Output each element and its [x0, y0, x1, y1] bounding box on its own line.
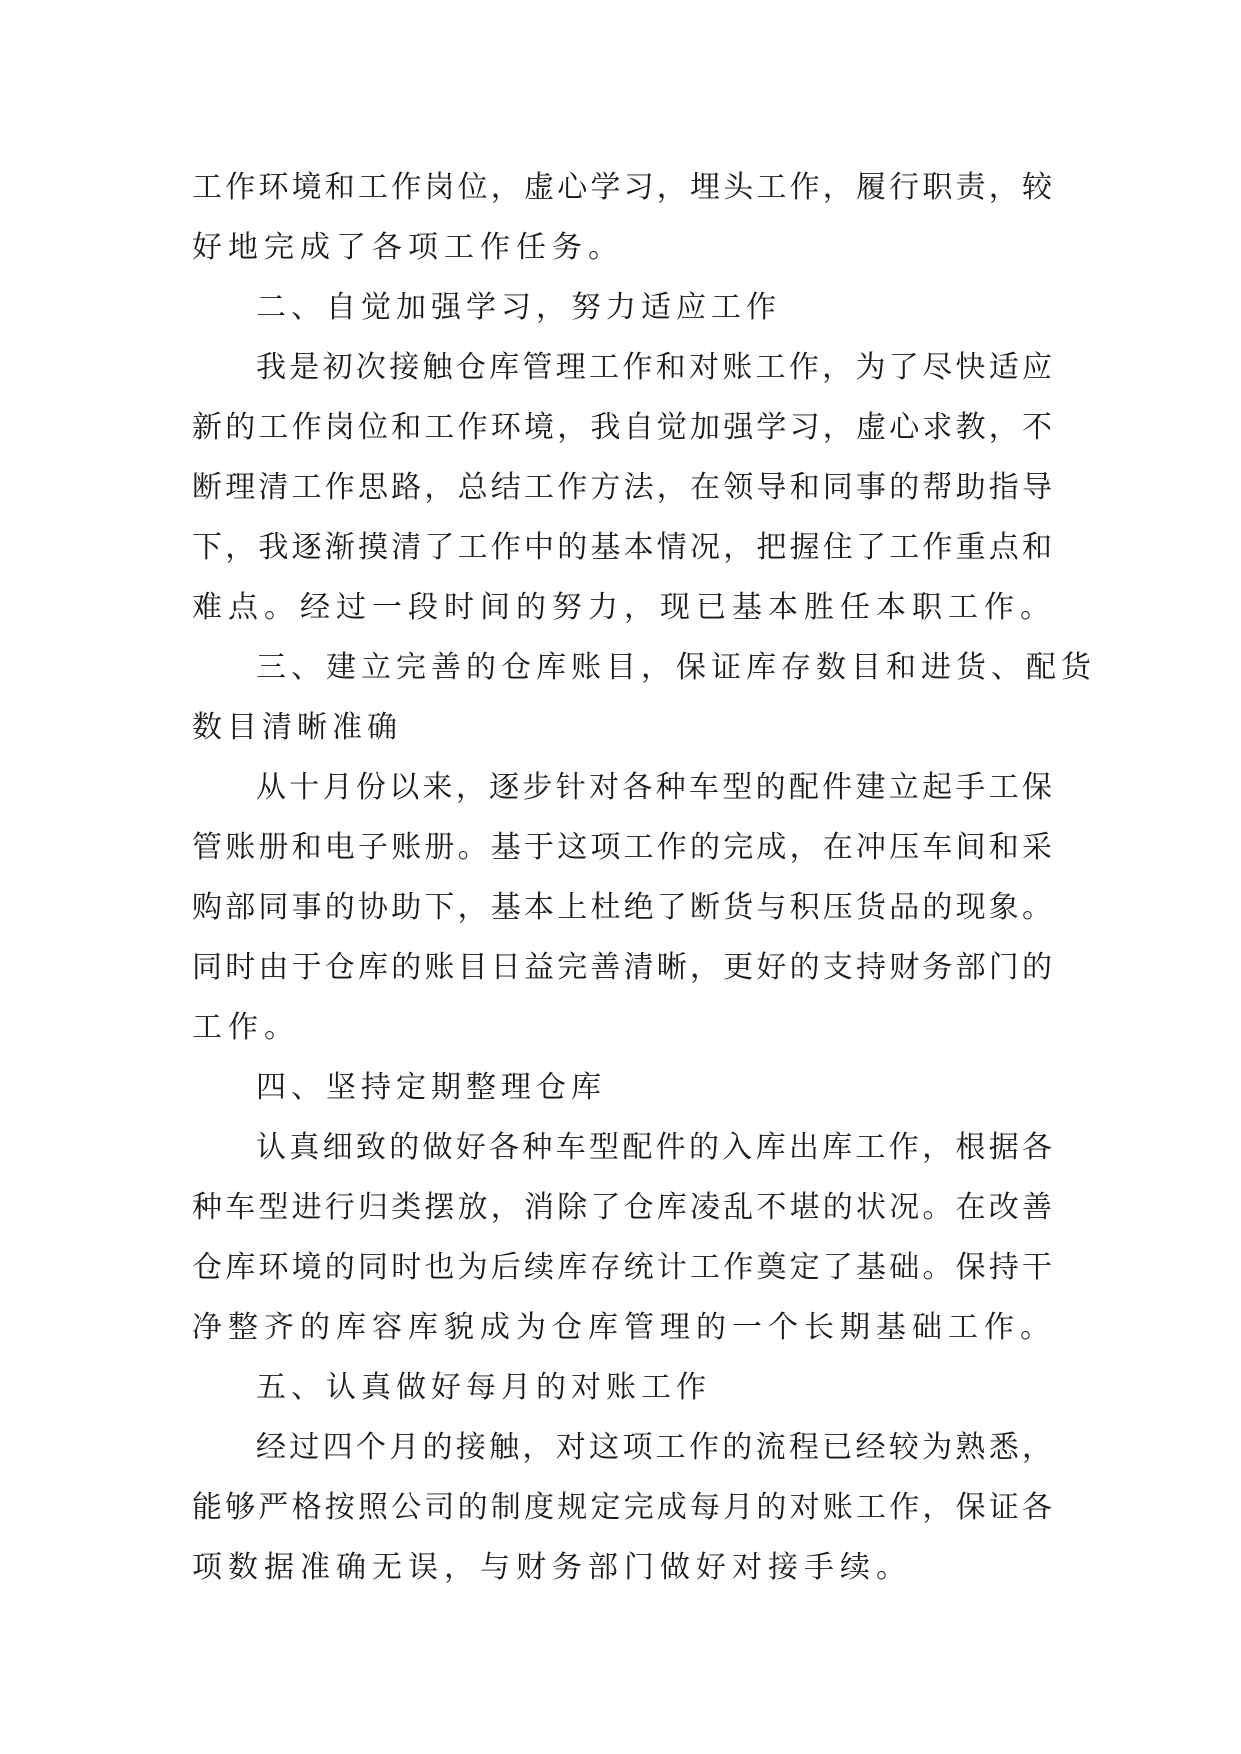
paragraph-line: 项数据准确无误，与财务部门做好对接手续。 [192, 1550, 912, 1585]
paragraph-line: 管账册和电子账册。基于这项工作的完成，在冲压车间和采 [192, 830, 1052, 865]
paragraph-line: 断理清工作思路，总结工作方法，在领导和同事的帮助指导 [192, 470, 1052, 505]
section-heading-line: 三、建立完善的仓库账目，保证库存数目和进货、配货 [256, 650, 1096, 685]
paragraph-line: 能够严格按照公司的制度规定完成每月的对账工作，保证各 [192, 1490, 1052, 1525]
paragraph-line: 工作。 [192, 1010, 300, 1045]
document-body [192, 158, 1096, 1598]
paragraph-line: 净整齐的库容库貌成为仓库管理的一个长期基础工作。 [192, 1310, 1056, 1345]
section-heading-line: 数目清晰准确 [192, 710, 402, 745]
paragraph-line: 经过四个月的接触，对这项工作的流程已经较为熟悉， [256, 1430, 1052, 1465]
paragraph-line: 仓库环境的同时也为后续库存统计工作奠定了基础。保持干 [192, 1250, 1052, 1285]
section-heading-line: 二、自觉加强学习，努力适应工作 [256, 290, 781, 325]
paragraph-line: 下，我逐渐摸清了工作中的基本情况，把握住了工作重点和 [192, 530, 1052, 565]
paragraph-line: 种车型进行归类摆放，消除了仓库凌乱不堪的状况。在改善 [192, 1190, 1052, 1225]
paragraph-line: 认真细致的做好各种车型配件的入库出库工作，根据各 [256, 1130, 1052, 1165]
paragraph-line: 新的工作岗位和工作环境，我自觉加强学习，虚心求教，不 [192, 410, 1052, 445]
paragraph-line: 从十月份以来，逐步针对各种车型的配件建立起手工保 [256, 770, 1052, 805]
paragraph-line: 购部同事的协助下，基本上杜绝了断货与积压货品的现象。 [192, 890, 1052, 925]
paragraph-line: 工作环境和工作岗位，虚心学习，埋头工作，履行职责，较 [192, 170, 1052, 205]
paragraph-line: 好地完成了各项工作任务。 [192, 230, 624, 265]
section-heading-line: 五、认真做好每月的对账工作 [256, 1370, 711, 1405]
paragraph-line: 同时由于仓库的账目日益完善清晰，更好的支持财务部门的 [192, 950, 1052, 985]
paragraph-line: 难点。经过一段时间的努力，现已基本胜任本职工作。 [192, 590, 1056, 625]
section-heading-line: 四、坚持定期整理仓库 [256, 1070, 606, 1105]
paragraph-line: 我是初次接触仓库管理工作和对账工作，为了尽快适应 [256, 350, 1052, 385]
